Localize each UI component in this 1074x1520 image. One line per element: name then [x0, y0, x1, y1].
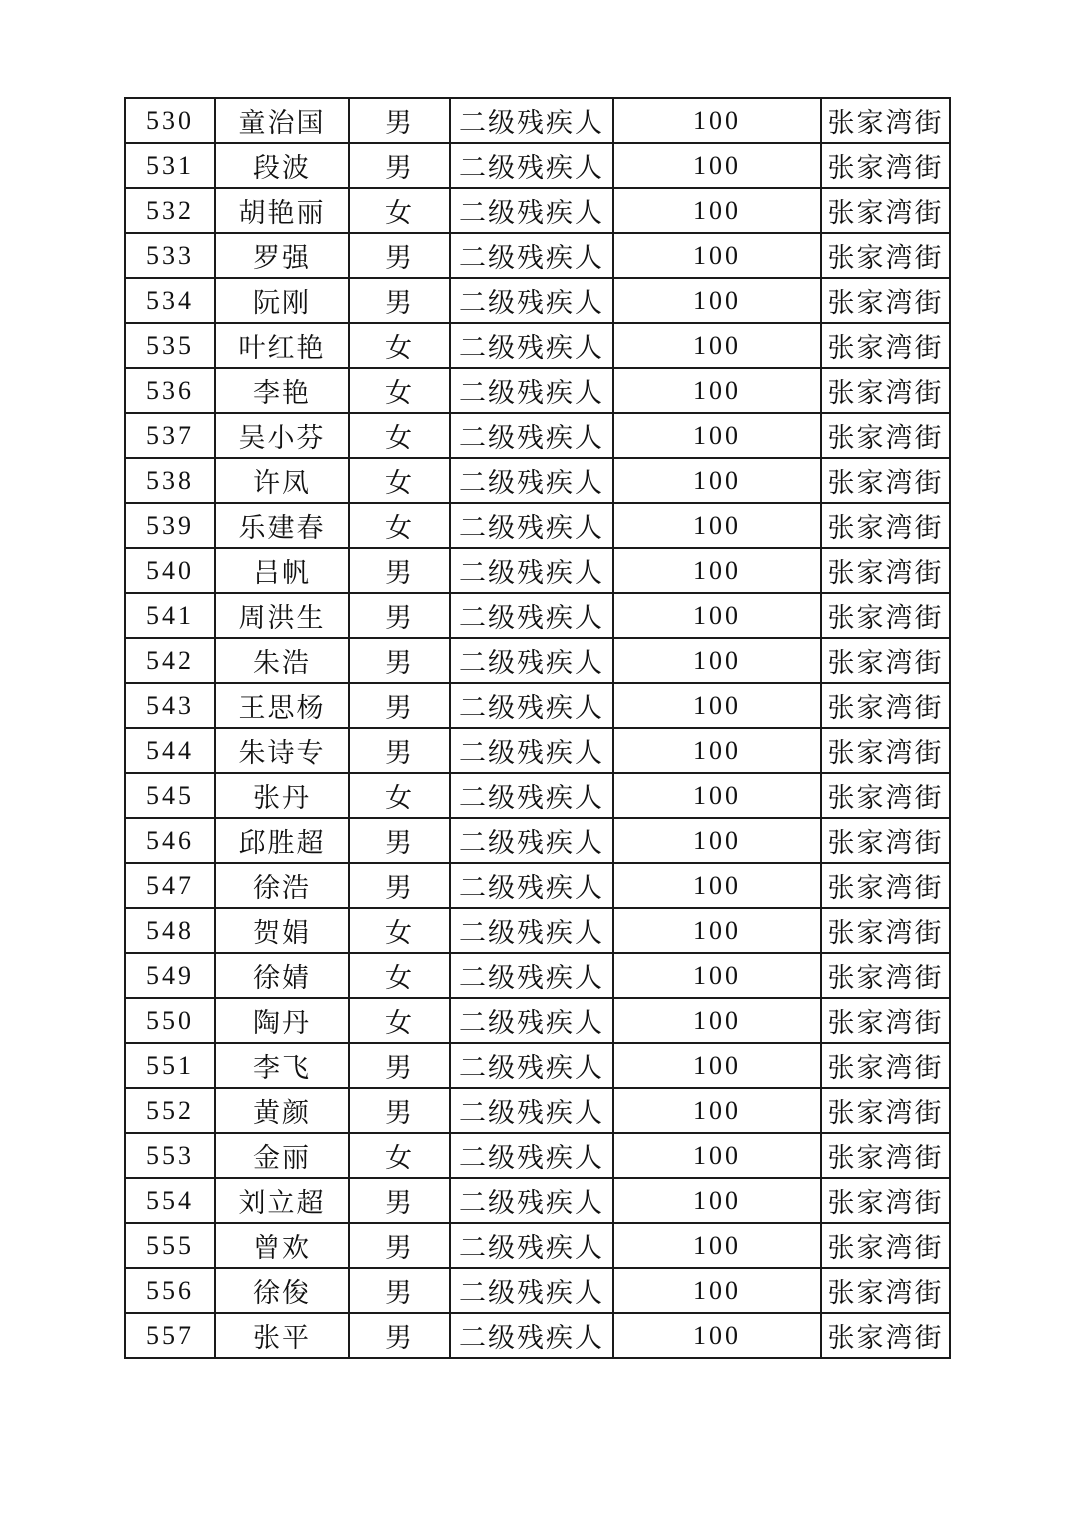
cell-disability-level: 二级残疾人 [450, 773, 613, 818]
cell-gender: 男 [349, 278, 450, 323]
cell-disability-level: 二级残疾人 [450, 233, 613, 278]
cell-name: 吴小芬 [215, 413, 349, 458]
cell-number: 539 [125, 503, 215, 548]
cell-street: 张家湾街 [821, 413, 950, 458]
table-row [125, 593, 950, 638]
cell-gender: 女 [349, 323, 450, 368]
cell-gender: 男 [349, 1043, 450, 1088]
cell-number: 542 [125, 638, 215, 683]
cell-amount: 100 [613, 233, 821, 278]
cell-gender: 男 [349, 638, 450, 683]
cell-street: 张家湾街 [821, 98, 950, 143]
cell-street: 张家湾街 [821, 683, 950, 728]
cell-gender: 女 [349, 458, 450, 503]
cell-disability-level: 二级残疾人 [450, 1178, 613, 1223]
cell-name: 李艳 [215, 368, 349, 413]
cell-number: 545 [125, 773, 215, 818]
cell-street: 张家湾街 [821, 1223, 950, 1268]
cell-street: 张家湾街 [821, 773, 950, 818]
cell-amount: 100 [613, 1223, 821, 1268]
table-row [125, 998, 950, 1043]
cell-amount: 100 [613, 593, 821, 638]
cell-name: 李飞 [215, 1043, 349, 1088]
cell-gender: 男 [349, 683, 450, 728]
cell-name: 张丹 [215, 773, 349, 818]
cell-gender: 男 [349, 863, 450, 908]
table-row [125, 638, 950, 683]
cell-disability-level: 二级残疾人 [450, 1043, 613, 1088]
cell-name: 叶红艳 [215, 323, 349, 368]
cell-street: 张家湾街 [821, 233, 950, 278]
cell-gender: 男 [349, 1088, 450, 1133]
cell-amount: 100 [613, 1088, 821, 1133]
cell-amount: 100 [613, 773, 821, 818]
cell-street: 张家湾街 [821, 638, 950, 683]
cell-number: 541 [125, 593, 215, 638]
cell-number: 531 [125, 143, 215, 188]
cell-number: 548 [125, 908, 215, 953]
cell-number: 537 [125, 413, 215, 458]
cell-number: 556 [125, 1268, 215, 1313]
cell-number: 549 [125, 953, 215, 998]
table-row [125, 413, 950, 458]
cell-disability-level: 二级残疾人 [450, 998, 613, 1043]
table-row [125, 953, 950, 998]
cell-amount: 100 [613, 998, 821, 1043]
cell-street: 张家湾街 [821, 323, 950, 368]
cell-name: 贺娟 [215, 908, 349, 953]
cell-number: 551 [125, 1043, 215, 1088]
cell-amount: 100 [613, 188, 821, 233]
cell-gender: 男 [349, 1178, 450, 1223]
cell-amount: 100 [613, 683, 821, 728]
cell-disability-level: 二级残疾人 [450, 1268, 613, 1313]
cell-name: 乐建春 [215, 503, 349, 548]
cell-amount: 100 [613, 548, 821, 593]
table-row [125, 188, 950, 233]
cell-street: 张家湾街 [821, 593, 950, 638]
cell-street: 张家湾街 [821, 458, 950, 503]
cell-street: 张家湾街 [821, 368, 950, 413]
cell-street: 张家湾街 [821, 503, 950, 548]
cell-amount: 100 [613, 413, 821, 458]
cell-street: 张家湾街 [821, 1313, 950, 1358]
table-row [125, 1043, 950, 1088]
cell-number: 535 [125, 323, 215, 368]
cell-disability-level: 二级残疾人 [450, 593, 613, 638]
cell-disability-level: 二级残疾人 [450, 863, 613, 908]
roster-table-body [125, 98, 950, 1358]
cell-disability-level: 二级残疾人 [450, 98, 613, 143]
table-row [125, 458, 950, 503]
table-row [125, 1313, 950, 1358]
cell-disability-level: 二级残疾人 [450, 368, 613, 413]
cell-name: 邱胜超 [215, 818, 349, 863]
cell-gender: 男 [349, 818, 450, 863]
cell-disability-level: 二级残疾人 [450, 458, 613, 503]
table-row [125, 1088, 950, 1133]
cell-street: 张家湾街 [821, 188, 950, 233]
table-row [125, 818, 950, 863]
table-row [125, 323, 950, 368]
cell-disability-level: 二级残疾人 [450, 1133, 613, 1178]
cell-gender: 男 [349, 1268, 450, 1313]
cell-street: 张家湾街 [821, 728, 950, 773]
cell-disability-level: 二级残疾人 [450, 413, 613, 458]
cell-amount: 100 [613, 638, 821, 683]
cell-name: 周洪生 [215, 593, 349, 638]
cell-name: 徐婧 [215, 953, 349, 998]
cell-gender: 男 [349, 1313, 450, 1358]
cell-amount: 100 [613, 503, 821, 548]
cell-disability-level: 二级残疾人 [450, 953, 613, 998]
cell-gender: 女 [349, 368, 450, 413]
cell-disability-level: 二级残疾人 [450, 1088, 613, 1133]
cell-gender: 男 [349, 548, 450, 593]
cell-disability-level: 二级残疾人 [450, 908, 613, 953]
cell-street: 张家湾街 [821, 863, 950, 908]
cell-number: 534 [125, 278, 215, 323]
cell-number: 555 [125, 1223, 215, 1268]
cell-disability-level: 二级残疾人 [450, 143, 613, 188]
cell-name: 罗强 [215, 233, 349, 278]
cell-street: 张家湾街 [821, 1133, 950, 1178]
cell-number: 553 [125, 1133, 215, 1178]
cell-street: 张家湾街 [821, 953, 950, 998]
table-row [125, 278, 950, 323]
cell-amount: 100 [613, 1178, 821, 1223]
cell-number: 554 [125, 1178, 215, 1223]
table-row [125, 863, 950, 908]
cell-gender: 女 [349, 188, 450, 233]
cell-number: 536 [125, 368, 215, 413]
table-row [125, 548, 950, 593]
cell-amount: 100 [613, 1133, 821, 1178]
cell-amount: 100 [613, 143, 821, 188]
table-row [125, 1268, 950, 1313]
cell-gender: 女 [349, 503, 450, 548]
cell-disability-level: 二级残疾人 [450, 683, 613, 728]
cell-street: 张家湾街 [821, 998, 950, 1043]
cell-amount: 100 [613, 953, 821, 998]
table-row [125, 773, 950, 818]
cell-number: 543 [125, 683, 215, 728]
cell-number: 546 [125, 818, 215, 863]
cell-amount: 100 [613, 863, 821, 908]
cell-gender: 女 [349, 1133, 450, 1178]
cell-name: 张平 [215, 1313, 349, 1358]
table-row [125, 233, 950, 278]
cell-street: 张家湾街 [821, 908, 950, 953]
table-row [125, 1133, 950, 1178]
cell-gender: 女 [349, 908, 450, 953]
cell-disability-level: 二级残疾人 [450, 638, 613, 683]
table-row [125, 683, 950, 728]
cell-name: 黄颜 [215, 1088, 349, 1133]
cell-disability-level: 二级残疾人 [450, 1223, 613, 1268]
cell-name: 许凤 [215, 458, 349, 503]
cell-gender: 男 [349, 98, 450, 143]
table-row [125, 368, 950, 413]
cell-name: 阮刚 [215, 278, 349, 323]
cell-street: 张家湾街 [821, 143, 950, 188]
cell-amount: 100 [613, 908, 821, 953]
cell-street: 张家湾街 [821, 278, 950, 323]
cell-disability-level: 二级残疾人 [450, 503, 613, 548]
cell-amount: 100 [613, 1268, 821, 1313]
cell-street: 张家湾街 [821, 548, 950, 593]
cell-name: 王思杨 [215, 683, 349, 728]
cell-amount: 100 [613, 1043, 821, 1088]
cell-amount: 100 [613, 1313, 821, 1358]
cell-name: 胡艳丽 [215, 188, 349, 233]
cell-gender: 男 [349, 728, 450, 773]
cell-gender: 男 [349, 1223, 450, 1268]
table-row [125, 98, 950, 143]
cell-number: 538 [125, 458, 215, 503]
cell-name: 曾欢 [215, 1223, 349, 1268]
cell-gender: 女 [349, 953, 450, 998]
cell-street: 张家湾街 [821, 818, 950, 863]
cell-amount: 100 [613, 458, 821, 503]
cell-amount: 100 [613, 98, 821, 143]
cell-number: 550 [125, 998, 215, 1043]
cell-number: 547 [125, 863, 215, 908]
cell-number: 540 [125, 548, 215, 593]
cell-disability-level: 二级残疾人 [450, 323, 613, 368]
cell-name: 徐浩 [215, 863, 349, 908]
cell-street: 张家湾街 [821, 1043, 950, 1088]
table-row [125, 908, 950, 953]
cell-street: 张家湾街 [821, 1088, 950, 1133]
cell-disability-level: 二级残疾人 [450, 818, 613, 863]
table-row [125, 143, 950, 188]
cell-gender: 男 [349, 593, 450, 638]
cell-gender: 女 [349, 773, 450, 818]
cell-name: 段波 [215, 143, 349, 188]
cell-gender: 女 [349, 413, 450, 458]
cell-name: 童治国 [215, 98, 349, 143]
cell-street: 张家湾街 [821, 1268, 950, 1313]
cell-name: 朱诗专 [215, 728, 349, 773]
cell-amount: 100 [613, 278, 821, 323]
cell-number: 557 [125, 1313, 215, 1358]
cell-name: 徐俊 [215, 1268, 349, 1313]
cell-disability-level: 二级残疾人 [450, 728, 613, 773]
cell-amount: 100 [613, 323, 821, 368]
cell-name: 吕帆 [215, 548, 349, 593]
cell-number: 532 [125, 188, 215, 233]
cell-disability-level: 二级残疾人 [450, 548, 613, 593]
cell-number: 533 [125, 233, 215, 278]
cell-number: 530 [125, 98, 215, 143]
cell-disability-level: 二级残疾人 [450, 1313, 613, 1358]
cell-number: 544 [125, 728, 215, 773]
cell-name: 朱浩 [215, 638, 349, 683]
cell-number: 552 [125, 1088, 215, 1133]
cell-name: 陶丹 [215, 998, 349, 1043]
table-row [125, 728, 950, 773]
table-row [125, 1178, 950, 1223]
cell-street: 张家湾街 [821, 1178, 950, 1223]
cell-gender: 女 [349, 998, 450, 1043]
cell-name: 金丽 [215, 1133, 349, 1178]
cell-name: 刘立超 [215, 1178, 349, 1223]
cell-amount: 100 [613, 728, 821, 773]
table-row [125, 1223, 950, 1268]
cell-amount: 100 [613, 368, 821, 413]
cell-disability-level: 二级残疾人 [450, 188, 613, 233]
cell-amount: 100 [613, 818, 821, 863]
roster-table [124, 97, 951, 1359]
cell-disability-level: 二级残疾人 [450, 278, 613, 323]
table-row [125, 503, 950, 548]
cell-gender: 男 [349, 233, 450, 278]
cell-gender: 男 [349, 143, 450, 188]
